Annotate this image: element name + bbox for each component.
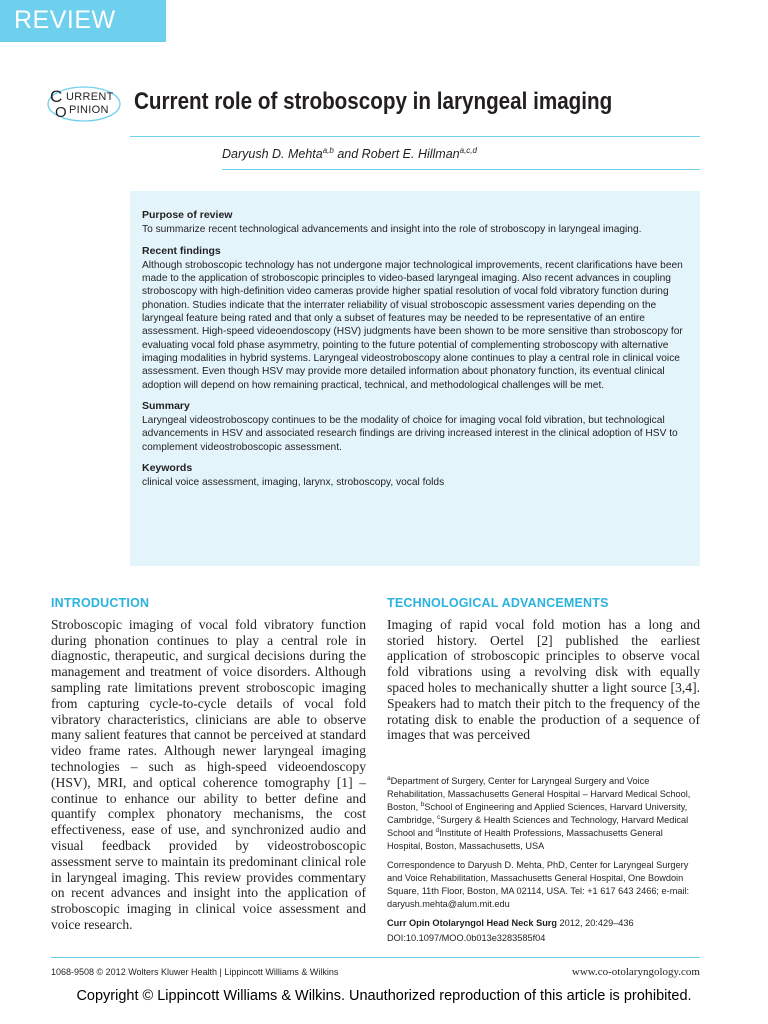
- purpose-heading: Purpose of review: [142, 209, 233, 221]
- correspondence-text: Correspondence to Daryush D. Mehta, PhD, Center for Laryngeal Surgery and Voice Rehabilitation, Massachusetts General Hospital, One Bowdoin Square, 11th Floor, Boston, MA 02114, USA. Tel: +1 617 643 2466; e-mail: daryush.mehta@alum.mit.edu: [387, 860, 690, 909]
- findings-heading: Recent findings: [142, 244, 221, 257]
- issn-footer: 1068-9508 © 2012 Wolters Kluwer Health | Lippincott Williams & Wilkins: [51, 967, 339, 977]
- introduction-heading: INTRODUCTION: [51, 596, 150, 610]
- author-2-affil: a,c,d: [459, 145, 477, 155]
- author-1-affil: a,b: [322, 145, 334, 155]
- logo-letter-c: C: [50, 87, 63, 106]
- keywords-text: clinical voice assessment, imaging, larynx, stroboscopy, vocal folds: [142, 477, 445, 489]
- author-1: Daryush D. Mehta: [222, 147, 323, 161]
- keywords-heading: Keywords: [142, 462, 193, 475]
- logo-line-1: URRENT: [66, 91, 114, 103]
- logo-letter-o: O: [55, 104, 67, 121]
- findings-text: Although stroboscopic technology has not undergone major technological improvements, recent clarifications have been made to the application of stroboscopic principles to video-based laryngeal imaging. Also recent advances in coupling stroboscopy with high-definition video cameras provide higher spatial resolution of vocal fold vibratory function during phonation. Studies indicate that the interrater reliability of visual stroboscopic assessment varies depending on the laryngeal feature being rated and that only a subset of features may be needed to be representative of an entire assessment. High-speed videoendoscopy (HSV) judgments have been shown to be more sensitive than stroboscopy for evaluating vocal fold phase asymmetry, pointing to the future potential of complementing stroboscopy with alternative imaging modalities in hybrid systems. Laryngeal videostroboscopy alone continues to play a central role in clinical voice assessment. Even though HSV may provide more detailed information about phonatory function, its eventual clinical adoption will depend on how remaining practical, technical, and methodological challenges will be met.: [142, 259, 683, 391]
- author-conjunction: and: [333, 147, 362, 161]
- affiliation-text: $^a$Department of Surgery, Center for Laryngeal Surgery and Voice Rehabilitation, Massachusetts General Hospital – Harvard Medical School, Boston, $^b$School of Engineering and Applied Sciences, Harvard University, Cambridge, $^c$Surgery & Health Sciences and Technology, Harvard Medical School and $^d$Institute of Health Professions, Massachusetts General Hospital, Boston, Massachusetts, USA: [387, 774, 691, 851]
- author-rule: [222, 169, 700, 170]
- purpose-text: To summarize recent technological advancements and insight into the role of stroboscopy in laryngeal imaging.: [142, 224, 642, 236]
- affiliations-block: [387, 775, 700, 951]
- summary-heading: Summary: [142, 399, 190, 412]
- article-title: Current role of stroboscopy in laryngeal imaging: [134, 88, 613, 115]
- journal-website-link[interactable]: www.co-otolaryngology.com: [571, 966, 700, 978]
- introduction-column: [51, 596, 366, 933]
- doi-text: DOI:10.1097/MOO.0b013e3283585f04: [387, 933, 546, 943]
- logo-line-2: PINION: [69, 104, 109, 116]
- author-line: [222, 147, 477, 161]
- technological-column: [387, 596, 700, 743]
- author-2: Robert E. Hillman: [361, 147, 460, 161]
- journal-logo: [46, 84, 122, 124]
- title-rule: [130, 136, 700, 137]
- summary-text: Laryngeal videostroboscopy continues to be the modality of choice for imaging vocal fold vibration, but technological advancements in HSV and associated research findings are driving increased interest in the clinical adoption of HSV to complement videostroboscopic assessment.: [142, 415, 678, 453]
- section-tab: REVIEW: [0, 0, 166, 42]
- technological-text: Imaging of rapid vocal fold motion has a long and storied history. Oertel [2] published the earliest application of stroboscopic principles to observe vocal fold vibrations using a revolving disk with equally spaced holes to mechanically shutter a light source [3,4]. Speakers had to match their pitch to the frequency of the rotating disk to enable the production of a sequence of images that was perceived: [387, 616, 700, 743]
- abstract-box: [130, 191, 700, 566]
- introduction-text: Stroboscopic imaging of vocal fold vibratory function during phonation continues to play a central role in diagnostic, therapeutic, and surgical decisions during the management and treatment of voice disorders. Although sampling rate limitations prevent stroboscopic imaging from capturing cycle-to-cycle details of vocal fold vibratory characteristics, clinicians are able to observe many salient features that cannot be perceived at standard video frame rates. Although newer laryngeal imaging technologies – such as high-speed videoendoscopy (HSV), MRI, and optical coherence tomography [1] – continue to enhance our ability to better define and quantify complex phonatory mechanisms, the cost effectiveness, ease of use, and synchronized audio and visual feedback provided by videostroboscopic assessment serve to maintain its predominant clinical role in laryngeal imaging. This review provides commentary on recent advances and insight into the application of stroboscopic imaging in clinical voice assessment and voice research.: [51, 616, 366, 932]
- copyright-notice: Copyright © Lippincott Williams & Wilkins. Unauthorized reproduction of this article is prohibited.: [76, 988, 692, 1004]
- footer-rule: [51, 957, 700, 958]
- journal-citation: Curr Opin Otolaryngol Head Neck Surg 2012, 20:429–436: [387, 918, 634, 928]
- technological-heading: TECHNOLOGICAL ADVANCEMENTS: [387, 596, 609, 610]
